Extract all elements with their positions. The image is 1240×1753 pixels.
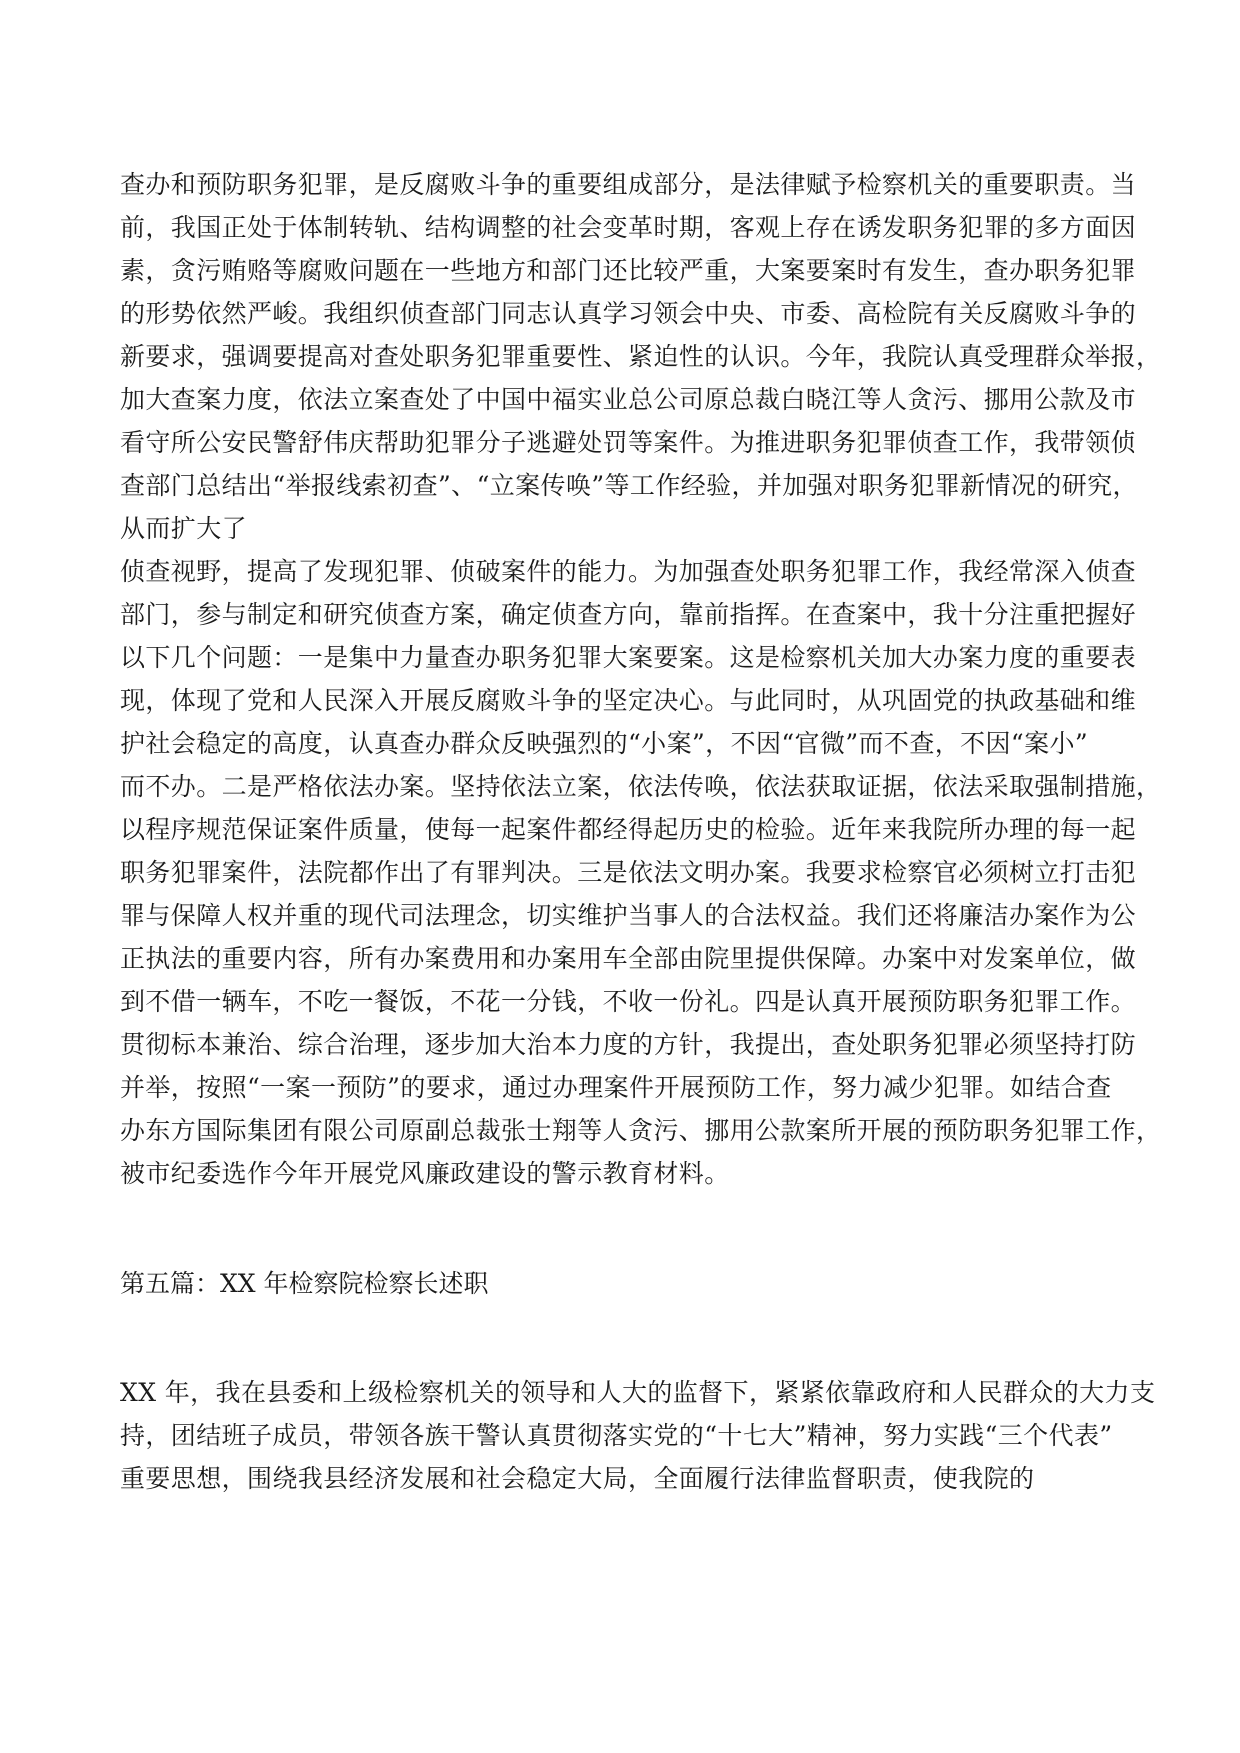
text-line: 前，我国正处于体制转轨、结构调整的社会变革时期，客观上存在诱发职务犯罪的多方面因 [120, 213, 1137, 242]
text-line: 查部门总结出“举报线索初查”、“立案传唤”等工作经验，并加强对职务犯罪新情况的研究， [120, 471, 1138, 500]
text-line: 重要思想，围绕我县经济发展和社会稳定大局，全面履行法律监督职责，使我院的 [120, 1464, 1035, 1493]
text-line: 护社会稳定的高度，认真查办群众反映强烈的“小案”，不因“官微”而不查，不因“案小” [120, 729, 1089, 758]
text-line: 查办和预防职务犯罪，是反腐败斗争的重要组成部分，是法律赋予检察机关的重要职责。当 [120, 170, 1137, 199]
text-line: 现，体现了党和人民深入开展反腐败斗争的坚定决心。与此同时，从巩固党的执政基础和维 [120, 686, 1137, 715]
text-line: 从而扩大了 [120, 514, 248, 543]
text-line: 并举，按照“一案一预防”的要求，通过办理案件开展预防工作，努力减少犯罪。如结合查 [120, 1073, 1112, 1102]
text-line: 职务犯罪案件，法院都作出了有罪判决。三是依法文明办案。我要求检察官必须树立打击犯 [120, 858, 1137, 887]
text-line: 贯彻标本兼治、综合治理，逐步加大治本力度的方针，我提出，查处职务犯罪必须坚持打防 [120, 1030, 1137, 1059]
paragraph-3 [120, 1371, 1156, 1500]
text-line: 到不借一辆车，不吃一餐饭，不花一分钱，不收一份礼。四是认真开展预防职务犯罪工作。 [120, 987, 1137, 1016]
text-line: 部门，参与制定和研究侦查方案，确定侦查方向，靠前指挥。在查案中，我十分注重把握好 [120, 600, 1137, 629]
text-line: 以下几个问题：一是集中力量查办职务犯罪大案要案。这是检察机关加大办案力度的重要表 [120, 643, 1137, 672]
text-line: 办东方国际集团有限公司原副总裁张士翔等人贪污、挪用公款案所开展的预防职务犯罪工作， [120, 1116, 1162, 1145]
spacer [120, 1305, 1120, 1371]
spacer [120, 1195, 1120, 1262]
section-heading: 第五篇：XX 年检察院检察长述职 [120, 1269, 489, 1298]
paragraph-1 [120, 163, 1162, 550]
text-line: 素，贪污贿赂等腐败问题在一些地方和部门还比较严重，大案要案时有发生，查办职务犯罪 [120, 256, 1137, 285]
text-line: 正执法的重要内容，所有办案费用和办案用车全部由院里提供保障。办案中对发案单位，做 [120, 944, 1137, 973]
text-line: 的形势依然严峻。我组织侦查部门同志认真学习领会中央、市委、高检院有关反腐败斗争的 [120, 299, 1137, 328]
text-line: 持，团结班子成员，带领各族干警认真贯彻落实党的“十七大”精神，努力实践“三个代表” [120, 1421, 1113, 1450]
text-line: 以程序规范保证案件质量，使每一起案件都经得起历史的检验。近年来我院所办理的每一起 [120, 815, 1137, 844]
paragraph-2 [120, 550, 1162, 1195]
document-body [120, 163, 1162, 1500]
text-line: 加大查案力度，依法立案查处了中国中福实业总公司原总裁白晓江等人贪污、挪用公款及市 [120, 385, 1137, 414]
text-line: 侦查视野，提高了发现犯罪、侦破案件的能力。为加强查处职务犯罪工作，我经常深入侦查 [120, 557, 1137, 586]
text-line: 看守所公安民警舒伟庆帮助犯罪分子逃避处罚等案件。为推进职务犯罪侦查工作，我带领侦 [120, 428, 1137, 457]
text-line: 被市纪委选作今年开展党风廉政建设的警示教育材料。 [120, 1159, 730, 1188]
text-line: 罪与保障人权并重的现代司法理念，切实维护当事人的合法权益。我们还将廉洁办案作为公 [120, 901, 1137, 930]
text-line: 而不办。二是严格依法办案。坚持依法立案，依法传唤，依法获取证据，依法采取强制措施， [120, 772, 1162, 801]
text-line: XX 年，我在县委和上级检察机关的领导和人大的监督下，紧紧依靠政府和人民群众的大力支 [120, 1378, 1156, 1407]
text-line: 新要求，强调要提高对查处职务犯罪重要性、紧迫性的认识。今年，我院认真受理群众举报， [120, 342, 1162, 371]
